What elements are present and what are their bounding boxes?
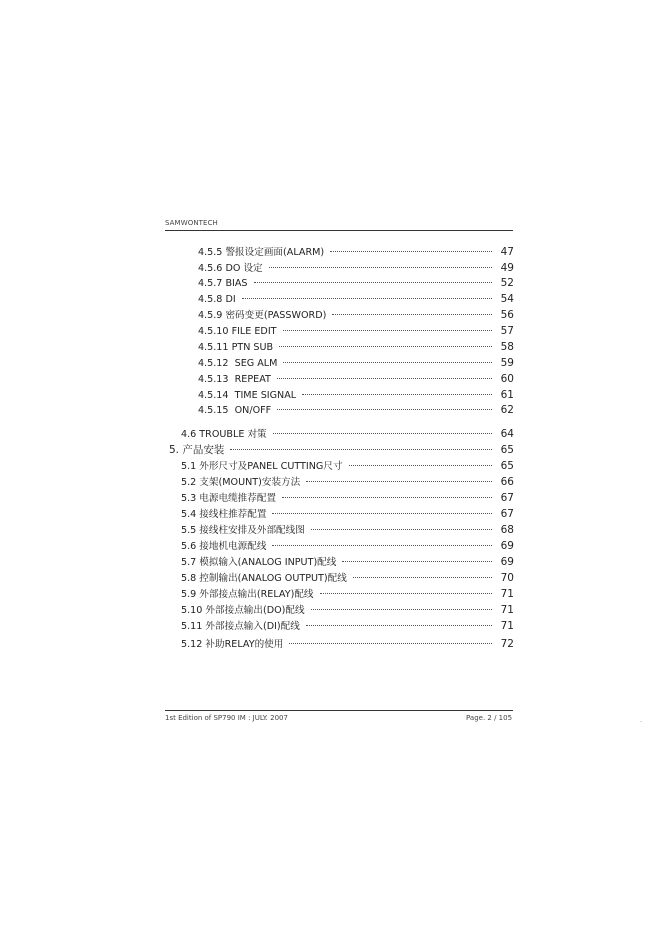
toc-entry-page: 60 [500, 373, 514, 385]
toc-entry[interactable] [198, 372, 514, 386]
toc-entry-label: 4.6 TROUBLE 对策 [181, 429, 267, 440]
dot-leader [306, 625, 492, 626]
toc-entry-page: 56 [500, 309, 514, 321]
header-rule [165, 230, 513, 231]
toc-entry-page: 71 [500, 620, 514, 632]
dot-leader [282, 497, 492, 498]
toc-entry[interactable] [181, 603, 514, 617]
toc-entry-label: 5.11 外部接点输入(DI)配线 [181, 621, 300, 632]
toc-entry[interactable] [198, 245, 514, 259]
dot-leader [332, 314, 492, 315]
toc-entry-label: 4.5.6 DO 设定 [198, 263, 263, 274]
dot-leader [283, 330, 492, 331]
toc-entry-page: 65 [500, 444, 514, 456]
toc-entry-page: 62 [500, 404, 514, 416]
dot-leader [349, 465, 492, 466]
toc-entry-page: 65 [500, 460, 514, 472]
toc-entry-page: 57 [500, 325, 514, 337]
toc-entry-page: 49 [500, 262, 514, 274]
toc-entry[interactable] [198, 340, 514, 354]
toc-entry[interactable] [181, 587, 514, 601]
toc-entry[interactable] [181, 491, 514, 505]
dot-leader [279, 346, 492, 347]
toc-entry[interactable] [181, 459, 514, 473]
toc-entry-page: 70 [500, 572, 514, 584]
toc-entry-page: 67 [500, 492, 514, 504]
toc-entry[interactable] [198, 308, 514, 322]
toc-entry-label: 5.12 补助RELAY的使用 [181, 639, 284, 650]
dot-leader [311, 529, 492, 530]
toc-entry-page: 58 [500, 341, 514, 353]
toc-entry-page: 71 [500, 588, 514, 600]
toc-entry[interactable] [181, 523, 514, 537]
toc-entry[interactable] [198, 324, 514, 338]
toc-entry-label: 5.3 电源电缆推荐配置 [181, 493, 277, 504]
toc-entry[interactable] [181, 637, 514, 651]
dot-leader [273, 433, 492, 434]
toc-entry-label: 5.7 模拟输入(ANALOG INPUT)配线 [181, 557, 337, 568]
toc-entry-page: 47 [500, 246, 514, 258]
dot-leader [272, 545, 492, 546]
toc-entry-page: 61 [500, 389, 514, 401]
toc-entry-label: 4.5.7 BIAS [198, 278, 248, 289]
toc-entry-page: 64 [500, 428, 514, 440]
toc-entry-label: 5.9 外部接点输出(RELAY)配线 [181, 589, 314, 600]
toc-entry-label: 4.5.5 警报设定画面(ALARM) [198, 247, 325, 258]
dot-leader [353, 577, 492, 578]
page-header-brand: SAMWONTECH [165, 219, 218, 227]
toc-chapter-entry[interactable] [169, 443, 514, 457]
toc-entry-page: 59 [500, 357, 514, 369]
toc-entry-label: 5. 产品安装 [169, 444, 225, 456]
toc-entry-label: 5.6 接地机电源配线 [181, 541, 267, 552]
toc-entry[interactable] [181, 539, 514, 553]
dot-leader [254, 282, 492, 283]
toc-entry-label: 4.5.15 ON/OFF [198, 405, 272, 416]
footer-edition: 1st Edition of SP790 IM : JULY. 2007 [165, 714, 288, 722]
toc-entry-label: 5.1 外形尺寸及PANEL CUTTING尺寸 [181, 461, 343, 472]
toc-entry-label: 5.5 接线柱安排及外部配线图 [181, 525, 305, 536]
toc-entry-page: 71 [500, 604, 514, 616]
dot-leader [320, 593, 492, 594]
toc-entry-label: 4.5.8 DI [198, 294, 236, 305]
dot-leader [302, 394, 492, 395]
toc-entry[interactable] [198, 388, 514, 402]
dot-leader [277, 409, 492, 410]
toc-entry-page: 66 [500, 476, 514, 488]
toc-entry[interactable] [198, 292, 514, 306]
dot-leader [283, 362, 492, 363]
dot-leader [272, 513, 492, 514]
toc-entry-page: 54 [500, 293, 514, 305]
toc-entry-label: 5.4 接线柱推荐配置 [181, 509, 267, 520]
dot-leader [306, 481, 492, 482]
dot-leader [330, 251, 492, 252]
toc-entry-label: 4.5.10 FILE EDIT [198, 326, 277, 337]
toc-entry-page: 69 [500, 556, 514, 568]
dot-leader [242, 298, 492, 299]
toc-entry[interactable] [181, 555, 514, 569]
toc-entry[interactable] [198, 261, 514, 275]
edge-mark: . [640, 716, 643, 724]
toc-entry-label: 5.2 支架(MOUNT)安装方法 [181, 477, 301, 488]
footer-rule [165, 710, 513, 711]
toc-entry-label: 4.5.13 REPEAT [198, 374, 271, 385]
toc-entry-page: 68 [500, 524, 514, 536]
dot-leader [269, 267, 492, 268]
footer-page-number: Page. 2 / 105 [466, 714, 513, 722]
dot-leader [230, 449, 492, 450]
toc-entry[interactable] [181, 619, 514, 633]
toc-entry[interactable] [198, 356, 514, 370]
toc-entry-page: 67 [500, 508, 514, 520]
dot-leader [342, 561, 492, 562]
dot-leader [277, 378, 492, 379]
toc-entry[interactable] [181, 507, 514, 521]
toc-entry[interactable] [181, 427, 514, 441]
toc-entry-page: 52 [500, 277, 514, 289]
toc-entry-label: 4.5.11 PTN SUB [198, 342, 274, 353]
dot-leader [311, 609, 492, 610]
dot-leader [289, 643, 492, 644]
toc-entry-label: 4.5.12 SEG ALM [198, 358, 278, 369]
toc-entry[interactable] [181, 571, 514, 585]
toc-entry-label: 5.8 控制输出(ANALOG OUTPUT)配线 [181, 573, 347, 584]
toc-entry-label: 5.10 外部接点输出(DO)配线 [181, 605, 305, 616]
toc-entry-page: 69 [500, 540, 514, 552]
toc-entry[interactable] [181, 475, 514, 489]
toc-entry-page: 72 [500, 638, 514, 650]
toc-entry[interactable] [198, 276, 514, 290]
toc-entry-label: 4.5.14 TIME SIGNAL [198, 390, 297, 401]
toc-entry-label: 4.5.9 密码变更(PASSWORD) [198, 310, 327, 321]
toc-entry[interactable] [198, 403, 514, 417]
